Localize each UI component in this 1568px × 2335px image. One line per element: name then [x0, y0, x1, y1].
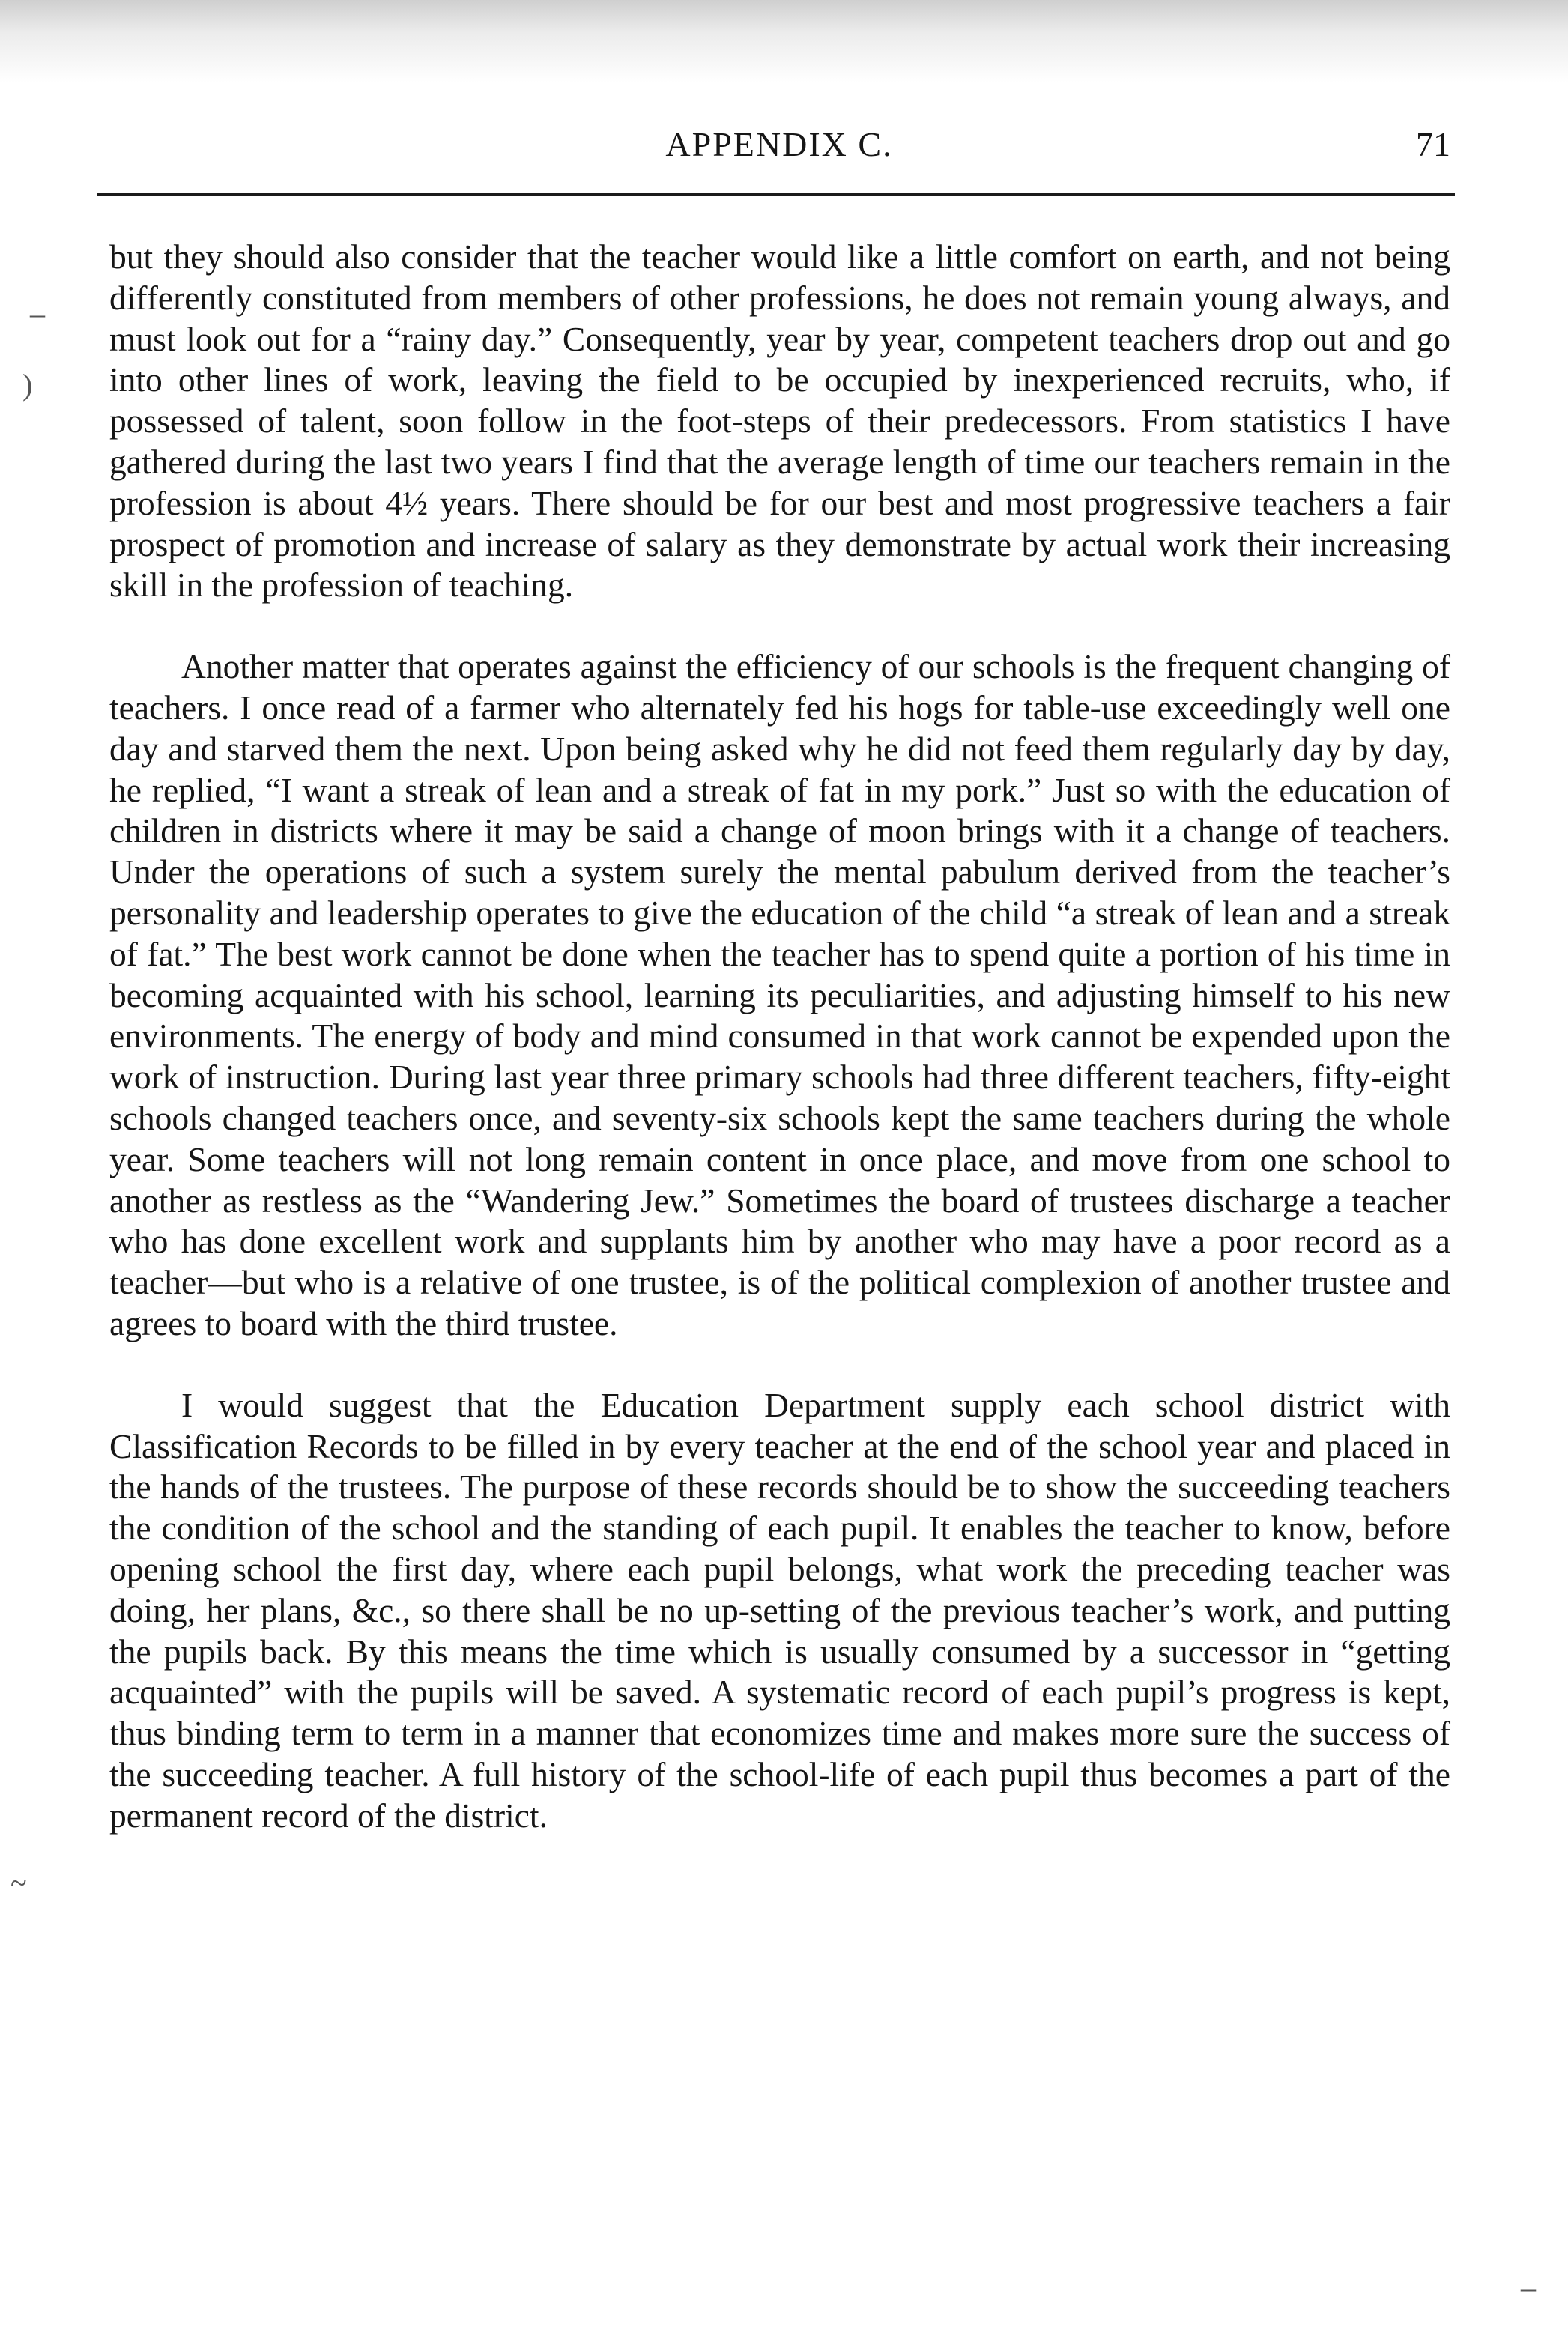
running-head: APPENDIX C. — [665, 125, 893, 163]
paragraph-changing-teachers: Another matter that operates against the efficiency of our schools is the frequent changing of teachers. I once read of a farmer who alternately fed his hogs for table-use exceedingly well one day and starved them the next. Upon being asked why he did not feed them regularly day by day, he replied, “I want a streak of lean and a streak of fat in my pork.” Just so with the education of children in districts where it may be said a change of moon brings with it a change of teachers. Under the operations of such a system surely the mental pabulum derived from the teacher’s personality and leadership operates to give the education of the child “a streak of lean and a streak of fat.” The best work cannot be done when the teacher has to spend quite a portion of his time in becoming acquainted with his school, learning its peculiarities, and adjusting himself to his new environments. The energy of body and mind consumed in that work cannot be expended upon the work of instruction. During last year three primary schools had three different teachers, fifty-eight schools changed teachers once, and seventy-six schools kept the same teachers during the whole year. Some teachers will not long remain content in once place, and move from one school to another as restless as the “Wandering Jew.” Sometimes the board of trustees discharge a teacher who has done excellent work and supplants him by another who may have a poor record as a teacher—but who is a relative of one trustee, is of the political complexion of another trustee and agrees to board with the third trustee. — [109, 647, 1450, 1342]
header-rule — [97, 193, 1455, 196]
page-header — [108, 118, 1450, 171]
body-text — [109, 237, 1450, 1877]
page-number: 71 — [1416, 125, 1450, 163]
paragraph-continuation: but they should also consider that the teacher would like a little comfort on earth, and not being differently constituted from members of other professions, he does not remain young always, and must look out for a “rainy day.” Consequently, year by year, competent teachers drop out and go into other lines of work, leaving the field to be occupied by inexperienced recruits, who, if possessed of talent, soon follow in the foot-steps of their predecessors. From statistics I have gathered during the last two years I find that the average length of time our teachers remain in the profession is about 4½ years. There should be for our best and most progressive teachers a fair prospect of promotion and increase of salary as they demonstrate by actual work their increasing skill in the profession of teaching. — [109, 237, 1450, 605]
scan-edge-shading — [0, 0, 1568, 82]
margin-mark: – — [1521, 2271, 1536, 2304]
margin-mark: – — [30, 297, 45, 330]
margin-mark: ~ — [10, 1866, 27, 1900]
margin-mark: ) — [22, 368, 33, 402]
paragraph-classification-records: I would suggest that the Education Department supply each school district with Classification Records to be filled in by every teacher at the end of the school year and placed in the hands of the trustees. The purpose of these records should be to show the succeeding teachers the condition of the school and the standing of each pupil. It enables the teacher to know, before opening school the first day, where each pupil belongs, what work the preceding teacher was doing, her plans, &c., so there shall be no up-setting of the previous teacher’s work, and putting the pupils back. By this means the time which is usually consumed by a successor in “getting acquainted” with the pupils will be saved. A systematic record of each pupil’s progress is kept, thus binding term to term in a manner that economizes time and makes more sure the success of the succeeding teacher. A full history of the school-life of each pupil thus becomes a part of the permanent record of the district. — [109, 1385, 1450, 1835]
